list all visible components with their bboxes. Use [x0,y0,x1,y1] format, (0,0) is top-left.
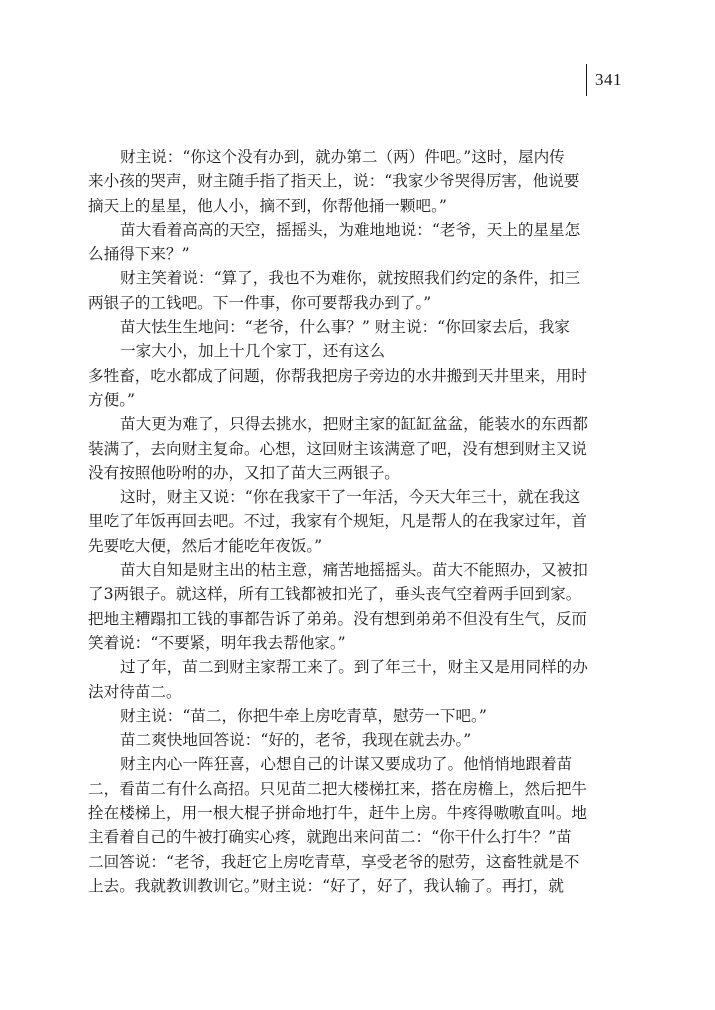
text-line: 法对待苗二。 [88,682,182,701]
text-line: 二回答说：“老爷，我赶它上房吃青草，享受老爷的慰劳，这畜牲就是不 [88,852,580,871]
text-line: 多牲畜，吃水都成了问题，你帮我把房子旁边的水井搬到天井里来，用时 [88,366,588,385]
text-line: 主看着自己的牛被打确实心疼，就跑出来问苗二：“你干什么打牛？”苗 [88,828,572,847]
text-line: 一家大小，加上十几个家丁，还有这么 [120,342,386,361]
text-line: 苗大看着高高的天空，摇摇头，为难地地说：“老爷，天上的星星怎 [120,220,581,239]
text-line: 先要吃大便，然后才能吃年夜饭。” [88,536,323,555]
text-line: 财主说：“苗二，你把牛牵上房吃青草，慰劳一下吧。” [120,706,487,725]
header-rule [586,64,587,96]
body-text [88,145,628,898]
text-line: 来小孩的哭声，财主随手指了指天上，说：“我家少爷哭得厉害，他说要 [88,172,580,191]
page-header [586,64,622,96]
text-line: 这时，财主又说：“你在我家干了一年活，今天大年三十，就在我这 [120,488,581,507]
text-line: 摘天上的星星，他人小，摘不到，你帮他捅一颗吧。” [88,196,447,215]
text-line: 财主笑着说：“算了，我也不为难你，就按照我们约定的条件，扣三 [120,269,581,288]
text-line: 没有按照他吩咐的办，又扣了苗大三两银子。 [88,463,400,482]
text-line: 了3两银子。就这样，所有工钱都被扣光了，垂头丧气空着两手回到家。 [88,585,582,604]
text-line: 苗二爽快地回答说：“好的，老爷，我现在就去办。” [120,731,472,750]
text-line: 财主内心一阵狂喜，心想自己的计谋又要成功了。他悄悄地跟着苗 [120,755,573,774]
text-line: 拴在楼梯上，用一根大棍子拼命地打牛，赶牛上房。牛疼得嗷嗷直叫。地 [88,804,588,823]
text-line: 么捅得下来？” [88,245,190,264]
text-line: 苗大更为难了，只得去挑水，把财主家的缸缸盆盆，能装水的东西都 [120,415,588,434]
text-line: 苗大怯生生地问：“老爷，什么事？” 财主说：“你回家去后，我家 [120,318,570,337]
text-line: 笑着说：“不要紧，明年我去帮他家。” [88,633,346,652]
page-number: 341 [595,70,622,89]
text-line: 两银子的工钱吧。下一件事，你可要帮我办到了。” [88,293,432,312]
text-line: 上去。我就教训教训它。”财主说：“好了，好了，我认输了。再打，就 [88,876,564,895]
text-line: 财主说：“你这个没有办到，就办第二（两）件吧。”这时，屋内传 [120,148,565,166]
text-line: 方便。” [88,390,135,409]
text-line: 二，看苗二有什么高招。只见苗二把大楼梯扛来，搭在房檐上，然后把牛 [88,779,588,798]
text-line: 苗大自知是财主出的枯主意，痛苦地摇摇头。苗大不能照办，又被扣 [120,561,588,580]
text-line: 过了年，苗二到财主家帮工来了。到了年三十，财主又是用同样的办 [120,658,588,677]
text-line: 装满了，去向财主复命。心想，这回财主该满意了吧，没有想到财主又说 [88,439,588,458]
text-line: 把地主糟蹋扣工钱的事都告诉了弟弟。没有想到弟弟不但没有生气，反而 [88,609,588,628]
text-line: 里吃了年饭再回去吧。不过，我家有个规矩，凡是帮人的在我家过年，首 [88,512,588,531]
